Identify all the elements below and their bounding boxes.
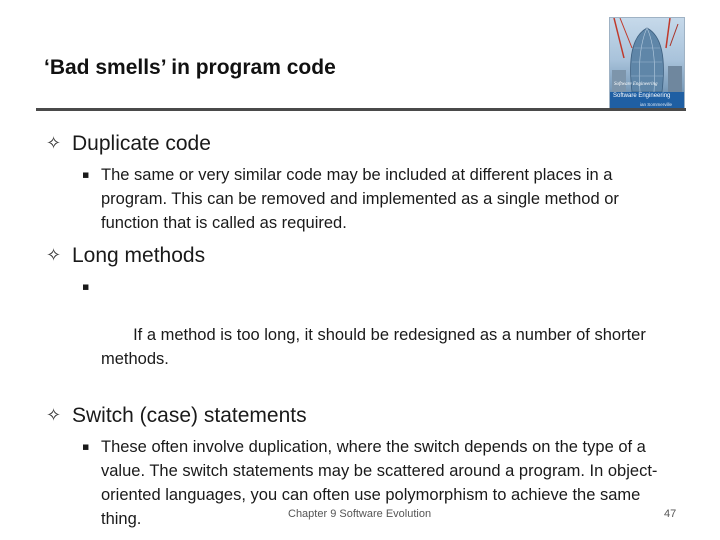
cover-title: Software Engineering xyxy=(613,93,671,99)
cover-title-script: Software Engineering xyxy=(614,82,658,87)
square-bullet-icon: ▪ xyxy=(82,440,90,453)
slide-title: ‘Bad smells’ in program code xyxy=(44,56,336,79)
bullet-duplicate-code xyxy=(46,131,696,157)
diamond-star-bullet-icon: ✧ xyxy=(46,133,62,154)
bullet-switch-statements xyxy=(46,403,696,429)
bullet-long-methods xyxy=(46,243,696,269)
bullet-heading: Switch (case) statements xyxy=(72,404,307,427)
book-cover-icon xyxy=(609,17,685,111)
bullet-heading: Duplicate code xyxy=(72,132,211,155)
sub-bullet-text: The same or very similar code may be included at different places in a program. This can be removed and implemented as a single method or function that is called as required. xyxy=(101,166,619,232)
cover-author: ian Sommerville xyxy=(640,102,673,107)
diamond-star-bullet-icon: ✧ xyxy=(46,245,62,266)
sub-bullet-text: If a method is too long, it should be redesigned as a number of shorter methods. xyxy=(101,326,651,368)
sub-bullet-text: These often involve duplication, where the switch depends on the type of a value. The switch statements may be scattered around a program. In object-oriented languages, you can often use polymorphism to achieve the same thing. xyxy=(101,438,658,528)
slide-body xyxy=(46,131,696,539)
footer-page-number: 47 xyxy=(664,508,677,520)
title-divider xyxy=(36,108,686,111)
bullet-heading: Long methods xyxy=(72,244,206,267)
square-bullet-icon: ▪ xyxy=(82,280,90,293)
sub-bullet-duplicate-code xyxy=(46,163,681,235)
sub-bullet-long-methods xyxy=(46,275,681,395)
diamond-star-bullet-icon: ✧ xyxy=(46,405,62,426)
footer-chapter: Chapter 9 Software Evolution xyxy=(288,508,432,520)
square-bullet-icon: ▪ xyxy=(82,168,90,181)
